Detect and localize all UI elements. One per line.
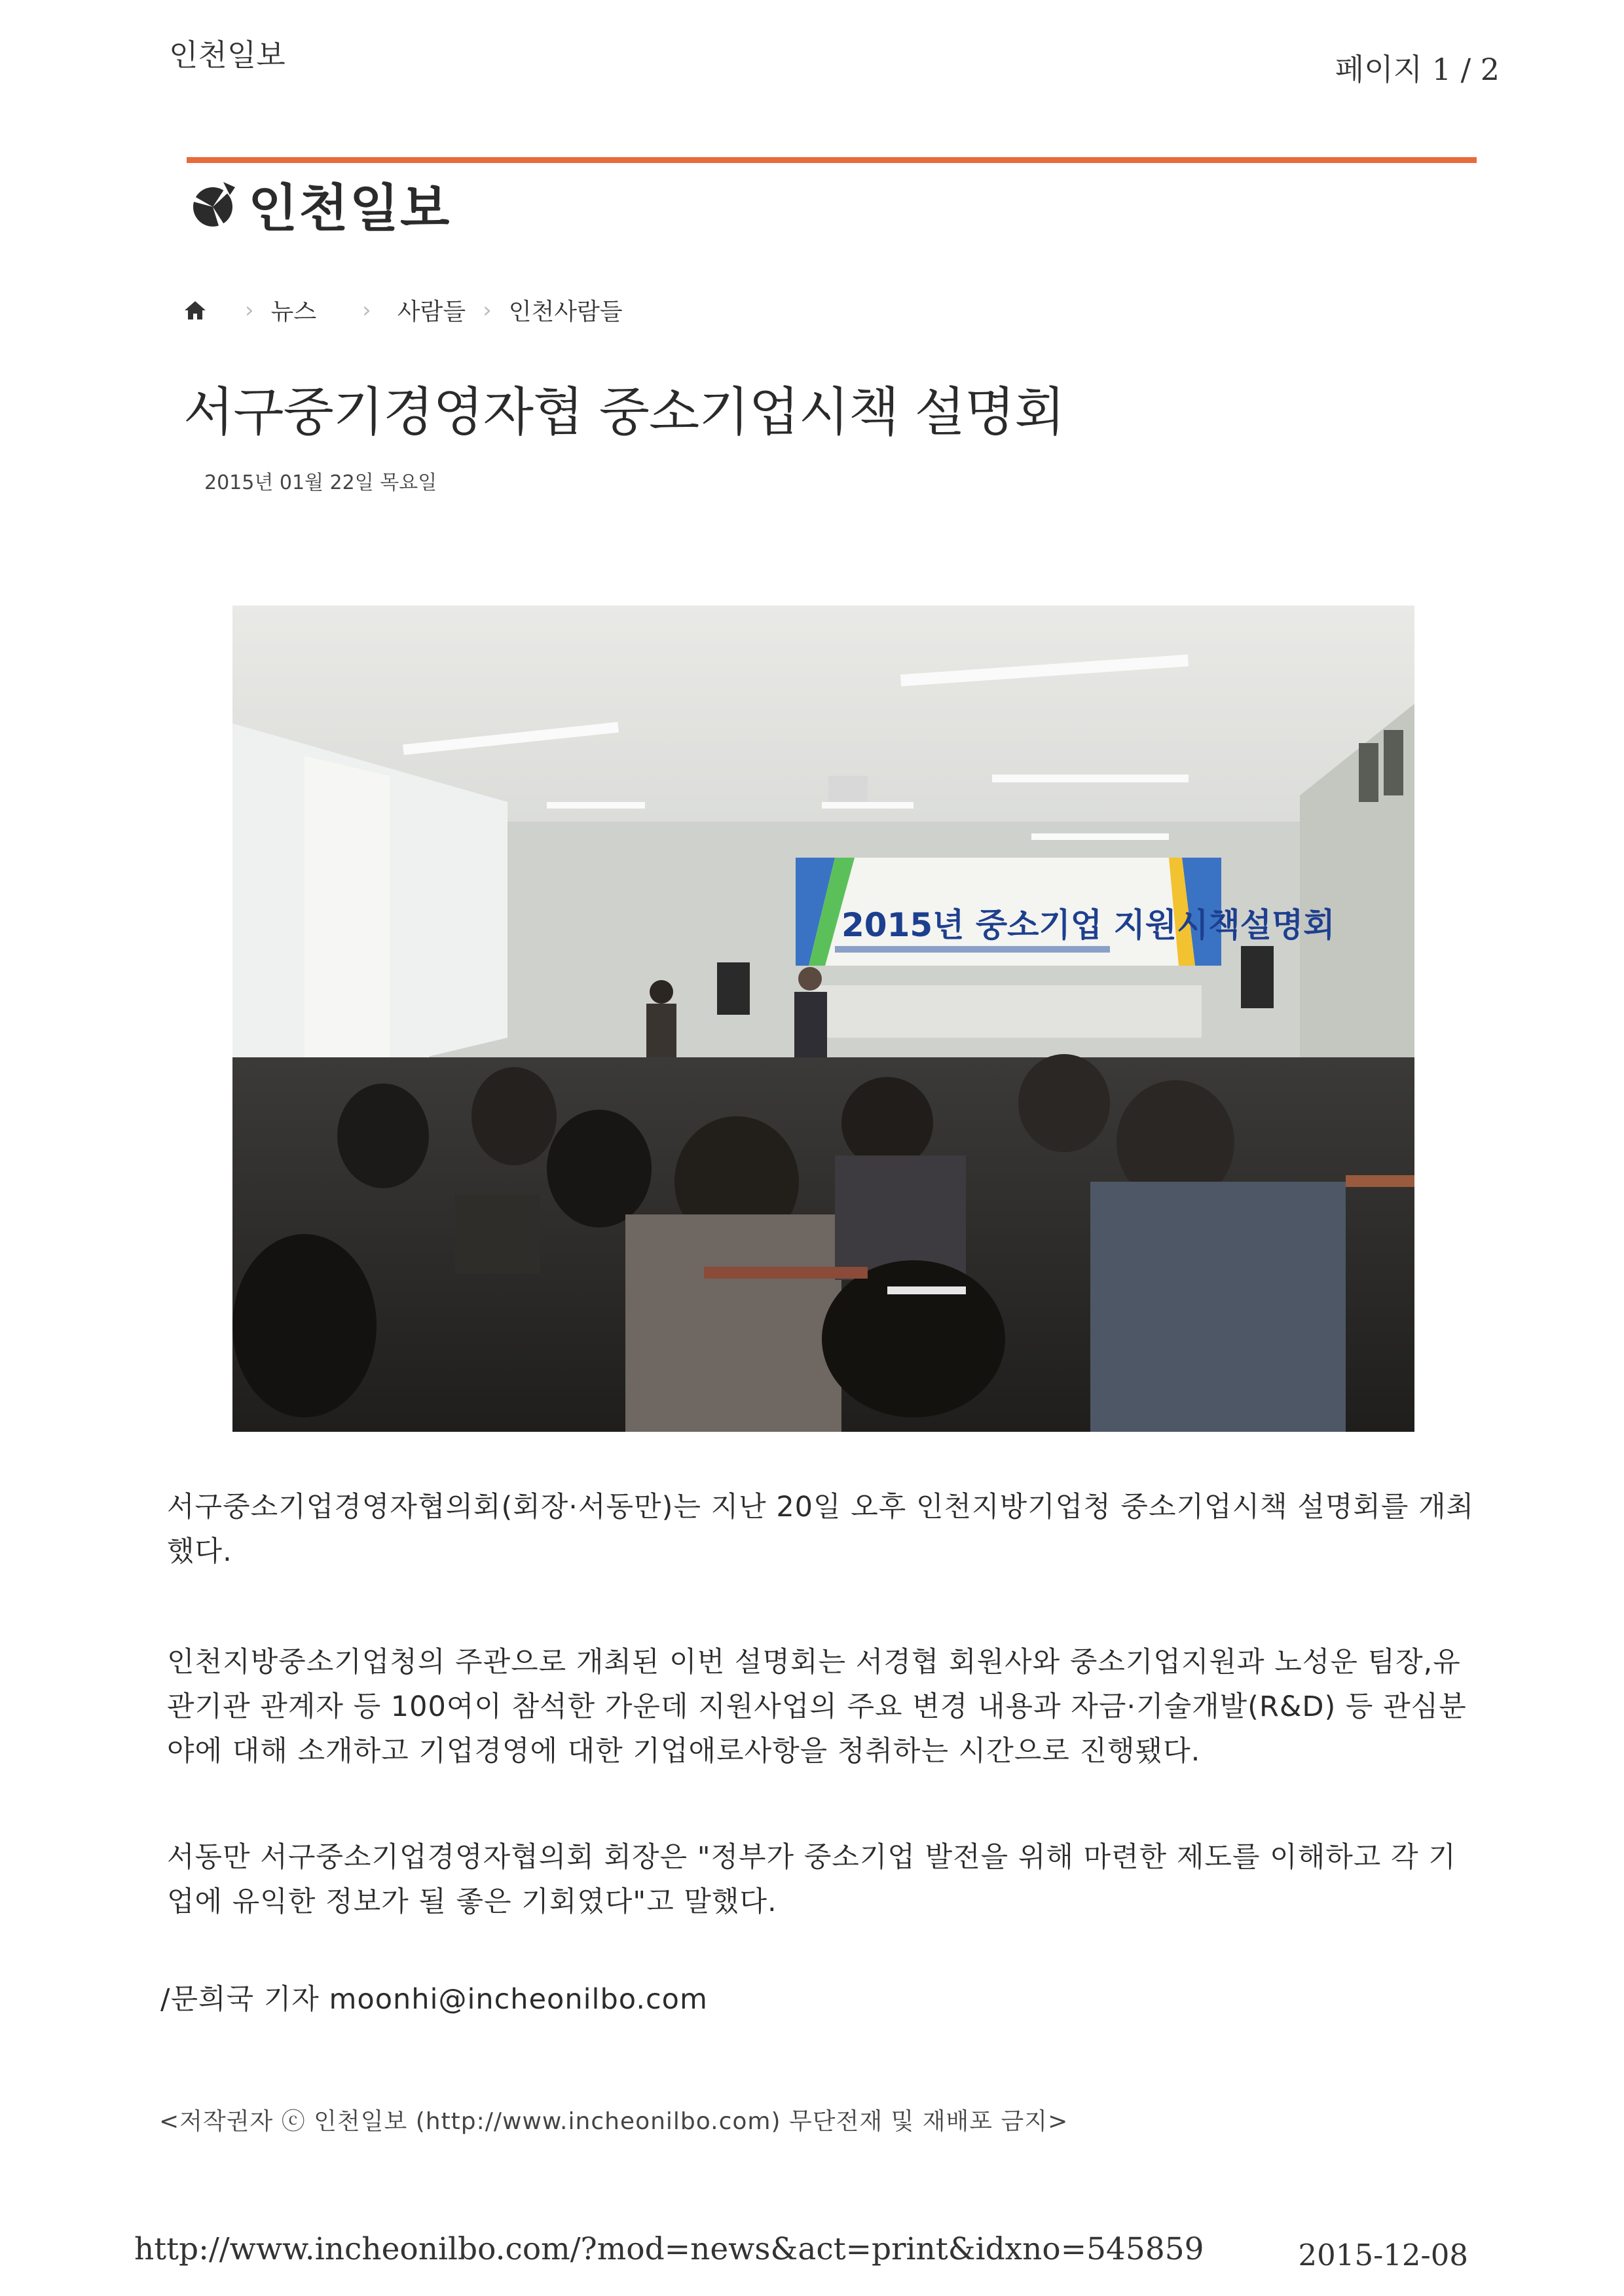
print-header-site-name: 인천일보 xyxy=(169,37,286,73)
breadcrumb-item-people[interactable]: 사람들 xyxy=(397,299,466,325)
breadcrumb-item-news[interactable]: 뉴스 xyxy=(270,299,317,325)
article-paragraph: 서동만 서구중소기업경영자협의회 회장은 "정부가 중소기업 발전을 위해 마련한 제도를 이해하고 각 기업에 유익한 정보가 될 좋은 기회였다"고 말했다. xyxy=(167,1841,1456,1918)
article-photo xyxy=(232,606,1414,1432)
incheonilbo-logo-mark-icon xyxy=(187,178,239,230)
header-accent-rule xyxy=(187,157,1477,163)
article-date: 2015년 01월 22일 목요일 xyxy=(204,471,437,494)
breadcrumb-separator: › xyxy=(245,297,254,323)
print-footer-date: 2015-12-08 xyxy=(1298,2238,1468,2272)
article-byline: /문희국 기자 moonhi@incheonilbo.com xyxy=(160,1983,708,2016)
print-header-page-indicator: 페이지 1 / 2 xyxy=(1335,52,1500,87)
article-paragraph: 인천지방중소기업청의 주관으로 개최된 이번 설명회는 서경협 회원사와 중소기업지원과 노성운 팀장,유관기관 관계자 등 100여이 참석한 가운데 지원사업의 주요 변경 내용과 자금·기술개발(R&D) 등 관심분야에 대해 소개하고 기업경영에 대한 기업애로사항을 청취하는 시간으로 진행됐다. xyxy=(167,1646,1467,1768)
logo-text: 인천일보 xyxy=(248,179,451,238)
home-icon[interactable] xyxy=(182,297,208,323)
banner-text: 2015년 중소기업 지원시책설명회 xyxy=(841,906,1335,944)
breadcrumb-item-incheon-people[interactable]: 인천사람들 xyxy=(508,299,623,325)
article-paragraph: 서구중소기업경영자협의회(회장·서동만)는 지난 20일 오후 인천지방기업청 중소기업시책 설명회를 개최했다. xyxy=(167,1491,1475,1568)
breadcrumb-separator: › xyxy=(483,297,492,323)
site-logo[interactable] xyxy=(187,172,451,237)
breadcrumb-separator: › xyxy=(362,297,371,323)
copyright-notice: <저작권자 ⓒ 인천일보 (http://www.incheonilbo.com) 무단전재 및 재배포 금지> xyxy=(159,2108,1069,2135)
breadcrumb xyxy=(182,293,623,327)
print-footer-url: http://www.incheonilbo.com/?mod=news&act=print&idxno=545859 xyxy=(134,2231,1204,2267)
article-title: 서구중기경영자협 중소기업시책 설명회 xyxy=(183,382,1065,443)
